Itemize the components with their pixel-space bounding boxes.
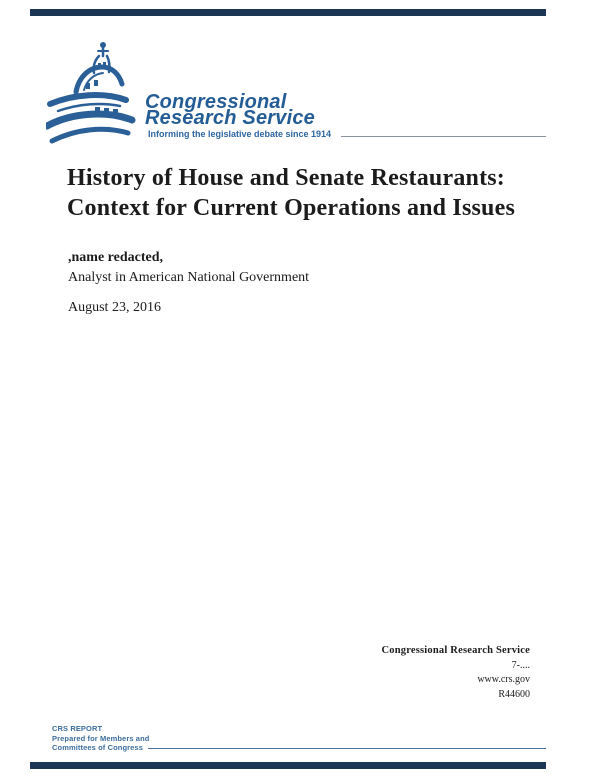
footer-org-name: Congressional Research Service [381,645,530,656]
crs-report-label: CRS REPORT [52,724,103,733]
footer-rule [148,748,546,749]
report-number: R44600 [498,689,530,700]
prepared-for-line2: Committees of Congress [52,743,143,752]
footer-website: www.crs.gov [477,674,530,685]
capitol-dome-icon [46,40,138,150]
top-rule-bar [30,9,546,16]
publication-date: August 23, 2016 [68,300,161,315]
author-role: Analyst in American National Government [68,270,310,285]
logo-org-name-line1: Congressional [145,91,287,113]
logo-org-name-line2: Research Service [145,107,315,129]
report-title-line2: Context for Current Operations and Issues [67,195,515,221]
author-name: ,name redacted, [68,250,163,265]
logo-tagline: Informing the legislative debate since 1914 [148,129,332,139]
footer-phone-redacted: 7-.... [511,660,530,671]
header-rule [341,136,546,137]
bottom-rule-bar [30,762,546,769]
report-title [67,163,515,223]
report-title-line1: History of House and Senate Restaurants: [67,165,505,191]
prepared-for-line1: Prepared for Members and [52,733,150,743]
